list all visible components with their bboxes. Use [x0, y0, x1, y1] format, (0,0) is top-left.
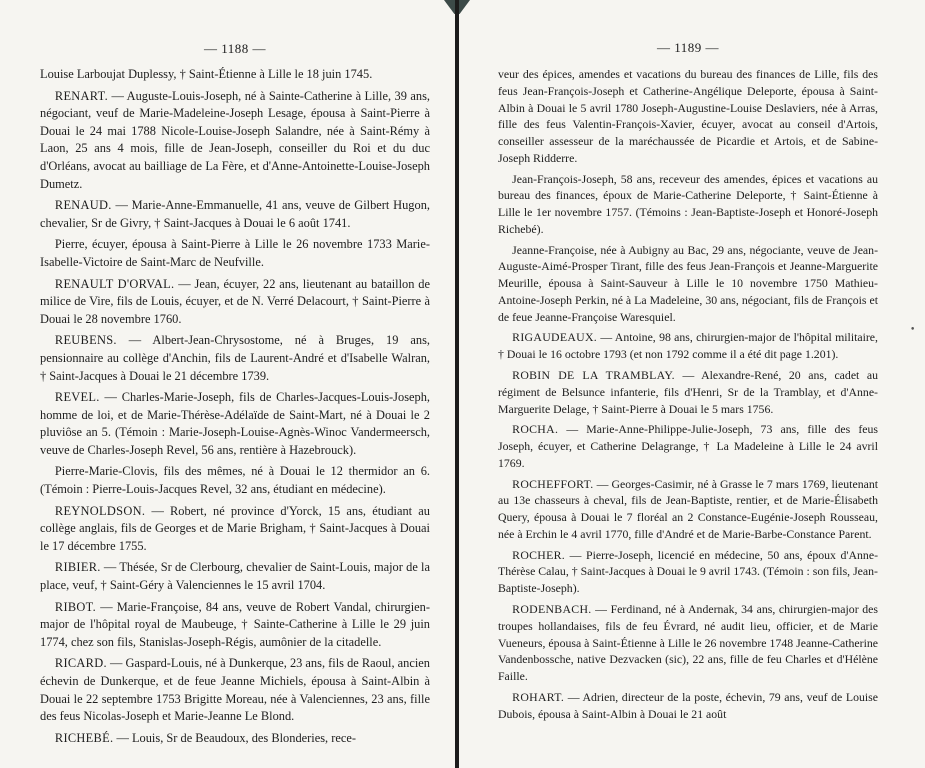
entry-text: — Ferdinand, né à Andernak, 34 ans, chirurgien-major des troupes hollandaises, fils de feu Évrard, né audit lieu, officier, et de Marie Vueneurs, épousa à Saint-Étienne à Lille le 26 novembre 1748 Jeanne-Catherine Vandenbossche, native Dezvacken (sic), 22 ans, fille de feu Charles et d'Hélène Faille. — [498, 601, 878, 684]
entry-paragraph — [40, 463, 430, 498]
entry-paragraph — [40, 389, 430, 459]
entry-text: veur des épices, amendes et vacations du bureau des finances de Lille, fils des feus Jean-François-Joseph et Catherine-Angélique Deleporte, épousa à Saint-Albin à Douai le 5 avril 1780 Joseph-Augustine-Louise Deslaviers, née à Arras, fille des feus Valentin-François-Xavier, écuyer, avocat au conseil d'Artois, conseiller assesseur de la maréchaussée de Picardie et Artois, et de Sabine-Joseph Ridderre. — [498, 67, 878, 165]
entry-paragraph — [498, 242, 878, 326]
entry-text: — Antoine, 98 ans, chirurgien-major de l'hôpital militaire, † Douai le 16 octobre 1793 (et non 1792 comme il a été dit page 1.201). — [498, 330, 878, 362]
page-number: — 1188 — — [203, 41, 267, 56]
entry-surname: REVEL. — [54, 390, 100, 405]
entry-paragraph — [40, 236, 430, 271]
entry-surname: ROCHA. — [512, 422, 559, 437]
entry-paragraph — [40, 503, 430, 556]
entry-surname: RICHEBÉ. — [54, 730, 114, 745]
entry-text: — Jean, écuyer, 22 ans, lieutenant au bataillon de milice de Vire, fils de Louis, écuyer, et de N. Verré Delacourt, † Saint-Pierre à Douai le 28 novembre 1760. — [40, 276, 430, 326]
entry-surname: RIGAUDEAUX. — [512, 330, 598, 345]
entry-text: — Thésée, Sr de Clerbourg, chevalier de Saint-Louis, major de la place, veuf, † Saint-Géry à Valenciennes le 15 avril 1704. — [40, 560, 430, 593]
entry-text: — Marie-Françoise, 84 ans, veuve de Robert Vandal, chirurgien-major de l'hôpital royal de Maubeuge, † Sainte-Catherine à Lille le 29 juin 1774, chez son fils, Stanislas-Joseph-Régis, aumônier de la citadelle. — [40, 599, 430, 649]
entry-paragraph — [40, 559, 430, 594]
entry-surname: REUBENS. — [54, 333, 117, 348]
entry-surname: ROBIN DE LA TRAMBLAY. — [512, 368, 675, 383]
entry-surname: RICARD. — [54, 656, 107, 671]
entry-list — [40, 66, 430, 747]
left-page — [40, 40, 430, 751]
entry-paragraph — [40, 730, 430, 748]
entry-paragraph — [40, 599, 430, 652]
entry-paragraph — [498, 171, 878, 238]
entry-paragraph — [498, 329, 878, 363]
entry-text: — Auguste-Louis-Joseph, né à Sainte-Catherine à Lille, 39 ans, négociant, veuf de Marie-Madeleine-Joseph Lesage, épousa à Saint-Pierre à Douai le 24 mai 1788 Nicole-Louise-Joseph Salandre, née à Saint-Rémy à Laon, 25 ans 4 mois, fille de Jean-Joseph, conseiller du Roi et du duc d'Orléans, avocat au bailliage de La Fère, et d'Anne-Antoinette-Louise-Joseph Dumetz. — [40, 88, 430, 191]
entry-paragraph — [40, 655, 430, 725]
entry-text: Jean-François-Joseph, 58 ans, receveur des amendes, épices et vacations au bureau des finances, époux de Marie-Catherine Deleporte, † Saint-Étienne à Lille le 1er novembre 1757. (Témoins : Jean-Baptiste-Joseph et Honoré-Joseph Richebé). — [498, 171, 878, 236]
entry-paragraph — [498, 601, 878, 685]
entry-text: — Pierre-Joseph, licencié en médecine, 50 ans, époux d'Anne-Thérèse Calau, † Saint-Jacques à Douai le 9 avril 1743. (Témoin : son fils, Jean-Baptiste-Joseph). — [498, 547, 878, 596]
entry-surname: RIBIER. — [54, 560, 101, 575]
entry-text: — Charles-Marie-Joseph, fils de Charles-Jacques-Louis-Joseph, homme de loi, et de Marie-Thérèse-Adélaïde de Saint-Mart, né à Douai le 2 pluviôse an 5. (Témoin : Marie-Joseph-Louise-Agnès-Winoc Vandermeersch, veuve de Charles-Joseph Revel, 56 ans, rentière à Hazebrouck). — [40, 390, 430, 457]
entry-text: — Marie-Anne-Emmanuelle, 41 ans, veuve de Gilbert Hugon, chevalier, Sr de Givry, † Saint-Jacques à Douai le 6 août 1741. — [40, 198, 430, 230]
margin-speck: • — [910, 325, 916, 335]
entry-surname: ROCHER. — [512, 547, 566, 562]
entry-text: — Louis, Sr de Beaudoux, des Blonderies, rece- — [113, 730, 356, 745]
entry-text: — Albert-Jean-Chrysostome, né à Bruges, 19 ans, pensionnaire au collège d'Anchin, fils de Laurent-André et d'Isabelle Walran, † Saint-Jacques à Douai le 21 décembre 1739. — [40, 333, 430, 383]
entry-paragraph — [40, 88, 430, 194]
entry-paragraph — [40, 276, 430, 329]
entry-list — [498, 66, 878, 722]
entry-text: — Alexandre-René, 20 ans, cadet au régiment de Belsunce infanterie, fils d'Henri, Sr de la Tramblay, et d'Anne-Marguerite Delage, † Saint-Pierre à Douai le 5 mars 1756. — [498, 368, 879, 416]
entry-text: Jeanne-Françoise, née à Aubigny au Bac, 29 ans, négociante, veuve de Jean-Auguste-Aimé-Prosper Tirant, fille des feus Jean-François et Jeanne-Marguerite Meurille, épousa à Saint-Sauveur à Lille le 10 novembre 1750 Mathieu-Antoine-Joseph Perkin, né à La Madeleine, 30 ans, négociant, fils de François et de feue Jeanne-Françoise Waresquiel. — [498, 242, 878, 324]
entry-paragraph — [498, 476, 878, 543]
entry-text: — Robert, né province d'Yorck, 15 ans, étudiant au collège anglais, fils de Georges et de Marie Brigham, † Saint-Jacques à Douai le 17 décembre 1755. — [40, 503, 430, 553]
entry-paragraph — [40, 66, 430, 84]
entry-paragraph — [498, 367, 878, 417]
entry-surname: ROCHEFFORT. — [512, 476, 594, 491]
entry-paragraph — [498, 421, 878, 471]
entry-paragraph — [498, 547, 878, 597]
entry-text: — Gaspard-Louis, né à Dunkerque, 23 ans, fils de Raoul, ancien échevin de Dunkerque, et de feue Jeanne Michiels, épousa à Saint-Albin à Douai le 22 septembre 1753 Brigitte Moreau, née à Valenciennes, 23 ans, fille des feus Nicolas-Joseph et Marie-Jeanne Le Blond. — [40, 656, 430, 724]
right-page — [498, 40, 878, 726]
entry-paragraph — [498, 66, 878, 167]
entry-text: — Adrien, directeur de la poste, échevin, 79 ans, veuf de Louise Dubois, épousa à Saint-Albin à Douai le 21 août — [498, 689, 878, 721]
entry-surname: RENAULT D'ORVAL. — [54, 276, 175, 291]
entry-text: Louise Larboujat Duplessy, † Saint-Étienne à Lille le 18 juin 1745. — [40, 67, 373, 81]
entry-text: — Georges-Casimir, né à Grasse le 7 mars 1769, lieutenant au 13e chasseurs à cheval, fils de Jean-Baptiste, rentier, et de Marie-Élisabeth Query, épousa à Douai le 7 floréal an 2 Constance-Eugénie-Joseph Rousseau, née à Erchin le 4 avril 1770, fille d'André et de Marie-Barbe-Constance Parent. — [498, 476, 878, 541]
entry-surname: REYNOLDSON. — [54, 503, 146, 518]
entry-paragraph — [498, 689, 878, 723]
page-number: — 1189 — — [656, 40, 720, 55]
entry-paragraph — [40, 197, 430, 232]
entry-paragraph — [40, 332, 430, 385]
entry-text: Pierre-Marie-Clovis, fils des mêmes, né à Douai le 12 thermidor an 6. (Témoin : Pierre-Louis-Jacques Revel, 32 ans, étudiant en médecine). — [40, 464, 430, 497]
entry-text: — Marie-Anne-Philippe-Julie-Joseph, 73 ans, fille des feus Joseph, écuyer, et Catherine Delagrange, † La Madeleine à Lille le 24 avril 1769. — [498, 422, 878, 470]
entry-surname: RENAUD. — [54, 198, 112, 213]
entry-surname: RENART. — [54, 88, 108, 103]
entry-surname: RODENBACH. — [512, 601, 592, 616]
book-spine — [455, 0, 459, 768]
entry-surname: ROHART. — [512, 689, 565, 704]
entry-surname: RIBOT. — [54, 599, 97, 614]
entry-text: Pierre, écuyer, épousa à Saint-Pierre à Lille le 26 novembre 1733 Marie-Isabelle-Victoire de Saint-Marc de Neufville. — [40, 237, 430, 269]
